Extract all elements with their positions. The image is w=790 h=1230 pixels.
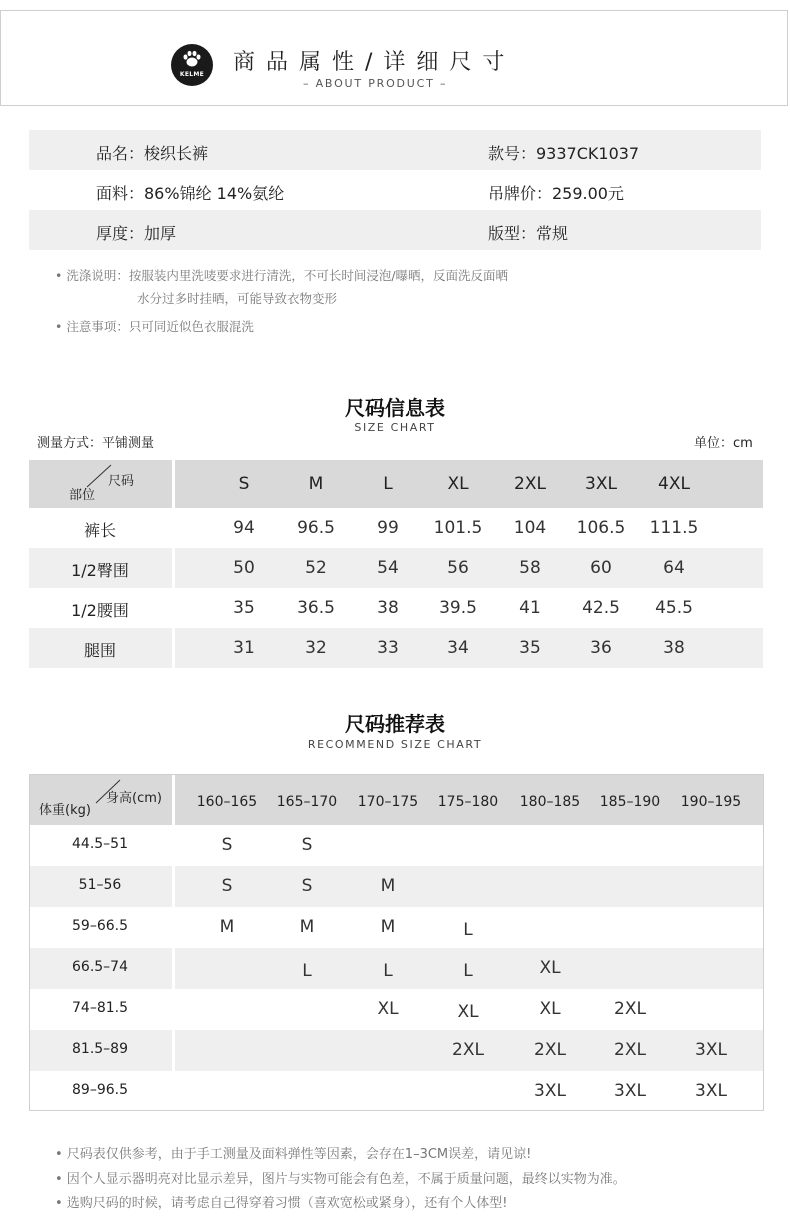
size-header-3xl: 3XL [585, 474, 617, 494]
size-chart-title: 尺码信息表 [345, 396, 445, 420]
attribute-row [29, 210, 761, 250]
paw-icon [182, 50, 202, 68]
recommend-row [30, 989, 763, 1030]
footer-note: • 因个人显示器明亮对比显示差异，图片与实物可能会有色差，不属于质量问题，最终以实物为准。 [55, 1172, 626, 1187]
size-chart-row [29, 628, 763, 668]
brand-logo [171, 44, 213, 86]
size-chart-header-row [29, 460, 763, 508]
recommended-size: 2XL [614, 999, 646, 1019]
measure-value: 52 [305, 558, 327, 578]
measure-value: 99 [377, 518, 399, 538]
page-title: 商品属性/详细尺寸 [233, 50, 516, 75]
recommend-row [30, 948, 763, 989]
recommended-size: L [302, 961, 312, 981]
weight-range-label: 44.5–51 [72, 836, 128, 852]
height-range-header: 165–170 [276, 794, 338, 810]
footer-note: • 尺码表仅供参考，由于手工测量及面料弹性等因素，会存在1–3CM误差，请见谅! [55, 1147, 532, 1162]
measure-value: 35 [233, 598, 255, 618]
measure-value: 111.5 [649, 518, 699, 538]
measure-value: 32 [305, 638, 327, 658]
wash-note: • 洗涤说明：按服装内里洗唛要求进行清洗，不可长时间浸泡/曝晒，反面洗反面晒 [55, 268, 509, 283]
weight-range-label: 74–81.5 [72, 1000, 128, 1016]
recommended-size: XL [539, 999, 561, 1019]
recommended-size: 3XL [534, 1081, 566, 1101]
measure-value: 50 [233, 558, 255, 578]
page-subtitle: – ABOUT PRODUCT – [303, 77, 448, 90]
footer-note: • 选购尺码的时候，请考虑自己得穿着习惯（喜欢宽松或紧身），还有个人体型! [55, 1196, 508, 1211]
attribute-row [29, 170, 761, 210]
attribute-fabric: 面料：86%锦纶 14%氨纶 [96, 184, 285, 203]
weight-range-label: 51–56 [78, 877, 122, 893]
size-header-2xl: 2XL [514, 474, 546, 494]
weight-range-label: 66.5–74 [72, 959, 128, 975]
size-chart-row [29, 588, 763, 628]
recommended-size: L [463, 961, 473, 981]
measure-value: 94 [233, 518, 255, 538]
column-separator [172, 775, 175, 1106]
measure-value: 64 [663, 558, 685, 578]
recommended-size: 3XL [614, 1081, 646, 1101]
recommended-size: S [301, 835, 313, 855]
column-separator [172, 460, 175, 668]
measure-method: 测量方式：平铺测量 [37, 436, 155, 451]
header-banner [0, 10, 788, 106]
measure-value: 96.5 [297, 518, 335, 538]
recommended-size: M [380, 876, 396, 896]
corner-top-label: 尺码 [108, 474, 135, 489]
measure-value: 106.5 [576, 518, 626, 538]
diagonal-line [29, 460, 173, 508]
size-chart-row [29, 508, 763, 548]
measure-value: 56 [447, 558, 469, 578]
caution-note: • 注意事项：只可同近似色衣服混洗 [55, 319, 254, 334]
recommended-size: 2XL [452, 1040, 484, 1060]
height-range-header: 190–195 [680, 794, 742, 810]
recommend-chart-title: 尺码推荐表 [345, 712, 445, 736]
recommend-row [30, 1030, 763, 1071]
measure-label: 腿围 [83, 641, 116, 660]
height-range-header: 160–165 [196, 794, 258, 810]
measure-value: 58 [519, 558, 541, 578]
size-header-m: M [308, 474, 324, 494]
weight-range-label: 89–96.5 [72, 1082, 128, 1098]
wash-note-continued: 水分过多时挂晒，可能导致衣物变形 [137, 291, 338, 306]
recommend-chart-corner [30, 775, 174, 825]
recommended-size: L [463, 920, 473, 940]
size-header-4xl: 4XL [658, 474, 690, 494]
attribute-fit: 版型：常规 [488, 224, 569, 243]
measure-value: 104 [513, 518, 547, 538]
measure-value: 36 [590, 638, 612, 658]
measure-value: 35 [519, 638, 541, 658]
measure-label: 裤长 [83, 521, 116, 540]
corner-bottom-label: 部位 [69, 488, 96, 503]
height-range-header: 180–185 [519, 794, 581, 810]
recommended-size: S [221, 835, 233, 855]
measure-value: 60 [590, 558, 612, 578]
size-chart-corner [29, 460, 173, 508]
attribute-thickness: 厚度：加厚 [96, 224, 177, 243]
unit-label: 单位：cm [694, 436, 753, 451]
attribute-price: 吊牌价：259.00元 [488, 184, 624, 203]
recommended-size: 3XL [695, 1081, 727, 1101]
recommended-size: XL [457, 1002, 479, 1022]
recommend-row [30, 907, 763, 948]
recommended-size: M [380, 917, 396, 937]
measure-value: 41 [519, 598, 541, 618]
attribute-name: 品名：梭织长裤 [96, 144, 209, 163]
measure-value: 34 [447, 638, 469, 658]
size-chart-row [29, 548, 763, 588]
recommended-size: S [301, 876, 313, 896]
measure-value: 36.5 [297, 598, 335, 618]
measure-label: 1/2腰围 [71, 601, 129, 620]
recommend-row [30, 866, 763, 907]
measure-value: 39.5 [439, 598, 477, 618]
size-header-xl: XL [447, 474, 469, 494]
recommended-size: 2XL [614, 1040, 646, 1060]
recommend-chart-subtitle: RECOMMEND SIZE CHART [307, 738, 483, 751]
recommended-size: XL [539, 958, 561, 978]
measure-value: 38 [663, 638, 685, 658]
recommended-size: XL [377, 999, 399, 1019]
size-chart-subtitle: SIZE CHART [354, 421, 436, 434]
measure-label: 1/2臀围 [71, 561, 129, 580]
corner-top-label: 身高(cm) [106, 791, 162, 806]
measure-value: 33 [377, 638, 399, 658]
logo-text: KELME [179, 71, 205, 78]
recommended-size: 3XL [695, 1040, 727, 1060]
measure-value: 54 [377, 558, 399, 578]
measure-value: 101.5 [433, 518, 483, 538]
recommended-size: 2XL [534, 1040, 566, 1060]
recommend-row [30, 825, 763, 866]
corner-bottom-label: 体重(kg) [39, 803, 91, 818]
weight-range-label: 59–66.5 [72, 918, 128, 934]
measure-value: 31 [233, 638, 255, 658]
recommended-size: S [221, 876, 233, 896]
height-range-header: 185–190 [599, 794, 661, 810]
attribute-style-no: 款号：9337CK1037 [488, 144, 640, 163]
weight-range-label: 81.5–89 [72, 1041, 128, 1057]
recommended-size: M [219, 917, 235, 937]
recommended-size: M [299, 917, 315, 937]
attribute-row [29, 130, 761, 170]
recommend-row [30, 1071, 763, 1112]
size-header-s: S [238, 474, 250, 494]
size-header-l: L [383, 474, 393, 494]
height-range-header: 170–175 [357, 794, 419, 810]
measure-value: 42.5 [582, 598, 620, 618]
recommended-size: L [383, 961, 393, 981]
measure-value: 45.5 [655, 598, 693, 618]
recommend-header-row [30, 775, 763, 825]
height-range-header: 175–180 [437, 794, 499, 810]
measure-value: 38 [377, 598, 399, 618]
